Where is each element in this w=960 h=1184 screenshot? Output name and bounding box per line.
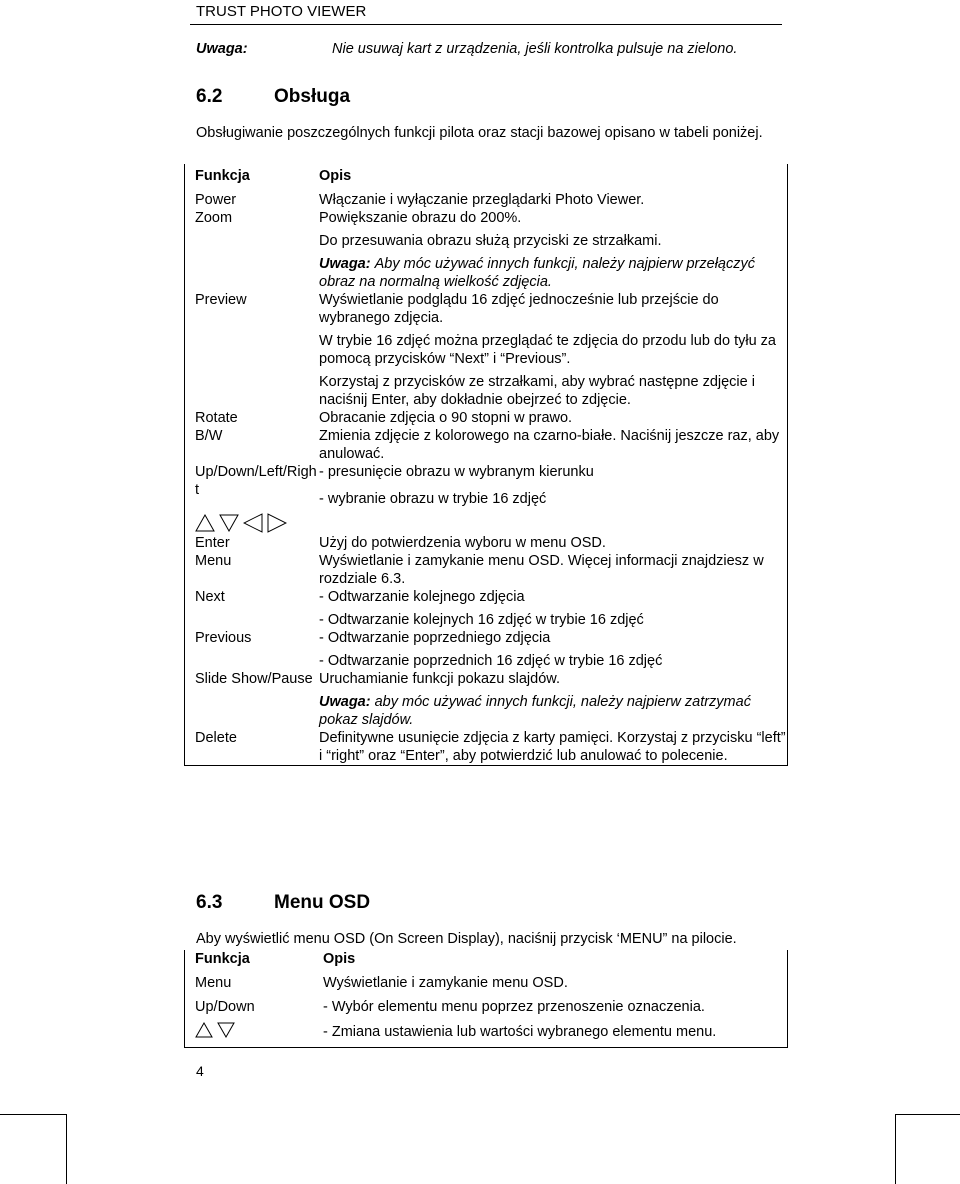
function-name: Preview bbox=[195, 292, 247, 308]
description-line: Powiększanie obrazu do 200%. bbox=[319, 210, 522, 226]
table-row bbox=[185, 552, 788, 588]
column-header-function: Funkcja bbox=[195, 168, 250, 184]
description-line: W trybie 16 zdjęć można przeglądać te zdjęcia do przodu lub do tyłu za pomocą przycisków “Next” i “Previous”. bbox=[319, 333, 776, 367]
crop-mark-left bbox=[66, 1114, 67, 1184]
table-row bbox=[185, 588, 788, 629]
section-63-number: 6.3 bbox=[196, 892, 223, 913]
section-63-title: Menu OSD bbox=[274, 892, 371, 913]
description-line: - Zmiana ustawienia lub wartości wybranego elementu menu. bbox=[323, 1024, 717, 1040]
function-description: Wyświetlanie i zamykanie menu OSD. bbox=[323, 975, 568, 991]
table-row bbox=[185, 427, 788, 463]
function-description: Zmienia zdjęcie z kolorowego na czarno-białe. Naciśnij jeszcze raz, aby anulować. bbox=[319, 428, 780, 462]
function-name: Zoom bbox=[195, 210, 233, 226]
down-triangle-icon bbox=[219, 514, 239, 532]
description-line: - Odtwarzanie poprzedniego zdjęcia bbox=[319, 630, 551, 646]
table-header-row bbox=[185, 164, 788, 191]
function-name: Delete bbox=[195, 730, 237, 746]
function-name: Slide Show/Pause bbox=[195, 671, 313, 687]
table-row bbox=[185, 291, 788, 409]
table-header-row bbox=[185, 950, 788, 974]
function-description bbox=[319, 209, 788, 291]
table-row bbox=[185, 974, 788, 998]
table-row bbox=[185, 670, 788, 729]
function-name: Menu bbox=[195, 553, 232, 569]
right-triangle-icon bbox=[267, 513, 287, 533]
description-line: - wybranie obrazu w trybie 16 zdjęć bbox=[319, 491, 547, 507]
note-text: aby móc używać innych funkcji, należy najpierw zatrzymać pokaz slajdów. bbox=[319, 694, 751, 728]
arrow-icons bbox=[195, 513, 319, 533]
warning-label: Uwaga: bbox=[196, 41, 248, 57]
arrow-icons bbox=[195, 1022, 323, 1038]
note bbox=[319, 255, 787, 291]
function-description bbox=[319, 629, 788, 670]
table-row bbox=[185, 209, 788, 291]
function-description bbox=[319, 670, 788, 729]
column-header-description: Opis bbox=[323, 951, 356, 967]
description-line: - presunięcie obrazu w wybranym kierunku bbox=[319, 464, 594, 480]
note-label: Uwaga: bbox=[319, 694, 371, 710]
table-row bbox=[185, 629, 788, 670]
warning-text: Nie usuwaj kart z urządzenia, jeśli kontrolka pulsuje na zielono. bbox=[332, 41, 738, 57]
function-name: Previous bbox=[195, 630, 252, 646]
remote-functions-table bbox=[184, 164, 788, 766]
function-description bbox=[323, 998, 788, 1048]
section-62-title: Obsługa bbox=[274, 86, 351, 107]
crop-mark-right-horizontal bbox=[895, 1114, 960, 1115]
section-62-number: 6.2 bbox=[196, 86, 223, 107]
section-63-intro: Aby wyświetlić menu OSD (On Screen Display), naciśnij przycisk ‘MENU” na pilocie. bbox=[196, 931, 737, 947]
running-header: TRUST PHOTO VIEWER bbox=[196, 3, 367, 20]
function-description: Obracanie zdjęcia o 90 stopni w prawo. bbox=[319, 410, 573, 426]
description-line: - Wybór elementu menu poprzez przenoszenie oznaczenia. bbox=[323, 999, 705, 1015]
crop-mark-right bbox=[895, 1114, 896, 1184]
crop-mark-left-horizontal bbox=[0, 1114, 66, 1115]
function-name: Up/Down bbox=[195, 999, 255, 1015]
note bbox=[319, 693, 787, 729]
page-number: 4 bbox=[196, 1063, 204, 1079]
function-description bbox=[319, 588, 788, 629]
osd-menu-table bbox=[184, 950, 788, 1048]
function-description: Użyj do potwierdzenia wyboru w menu OSD. bbox=[319, 535, 606, 551]
down-triangle-icon bbox=[217, 1022, 235, 1038]
function-name: Rotate bbox=[195, 410, 238, 426]
section-62-intro: Obsługiwanie poszczególnych funkcji pilota oraz stacji bazowej opisano w tabeli poniżej. bbox=[196, 125, 763, 141]
table-row bbox=[185, 191, 788, 209]
description-line: - Odtwarzanie kolejnych 16 zdjęć w trybie 16 zdjęć bbox=[319, 612, 644, 628]
table-row bbox=[185, 409, 788, 427]
note-text: Aby móc używać innych funkcji, należy najpierw przełączyć obraz na normalną wielkość zdjęcia. bbox=[319, 256, 755, 290]
function-description bbox=[319, 463, 788, 534]
function-description: Definitywne usunięcie zdjęcia z karty pamięci. Korzystaj z przycisku “left” i “right” oraz “Enter”, aby potwierdzić lub anulować to polecenie. bbox=[319, 730, 786, 764]
header-rule bbox=[190, 24, 782, 25]
function-name: B/W bbox=[195, 428, 223, 444]
description-line: - Odtwarzanie kolejnego zdjęcia bbox=[319, 589, 525, 605]
note-label: Uwaga: bbox=[319, 256, 371, 272]
function-name: Enter bbox=[195, 535, 230, 551]
description-line: Wyświetlanie podglądu 16 zdjęć jednocześnie lub przejście do wybranego zdjęcia. bbox=[319, 292, 719, 326]
function-name: Next bbox=[195, 589, 225, 605]
function-name-cell bbox=[185, 463, 320, 534]
description-line: - Odtwarzanie poprzednich 16 zdjęć w trybie 16 zdjęć bbox=[319, 653, 663, 669]
column-header-function: Funkcja bbox=[195, 951, 250, 967]
function-description: Wyświetlanie i zamykanie menu OSD. Więcej informacji znajdziesz w rozdziale 6.3. bbox=[319, 553, 764, 587]
function-name: Menu bbox=[195, 975, 232, 991]
function-name-cell bbox=[185, 998, 324, 1048]
description-line: Korzystaj z przycisków ze strzałkami, aby wybrać następne zdjęcie i naciśnij Enter, aby dokładnie obejrzeć to zdjęcie. bbox=[319, 374, 755, 408]
left-triangle-icon bbox=[243, 513, 263, 533]
up-triangle-icon bbox=[195, 1022, 213, 1038]
function-name: Up/Down/Left/Right bbox=[195, 464, 317, 498]
description-line: Do przesuwania obrazu służą przyciski ze strzałkami. bbox=[319, 233, 662, 249]
table-row bbox=[185, 534, 788, 552]
column-header-description: Opis bbox=[319, 168, 352, 184]
function-description bbox=[319, 291, 788, 409]
function-name: Power bbox=[195, 192, 237, 208]
table-row bbox=[185, 998, 788, 1048]
table-row bbox=[185, 729, 788, 766]
description-line: Uruchamianie funkcji pokazu slajdów. bbox=[319, 671, 560, 687]
function-description: Włączanie i wyłączanie przeglądarki Photo Viewer. bbox=[319, 192, 645, 208]
table-row bbox=[185, 463, 788, 534]
up-triangle-icon bbox=[195, 514, 215, 532]
